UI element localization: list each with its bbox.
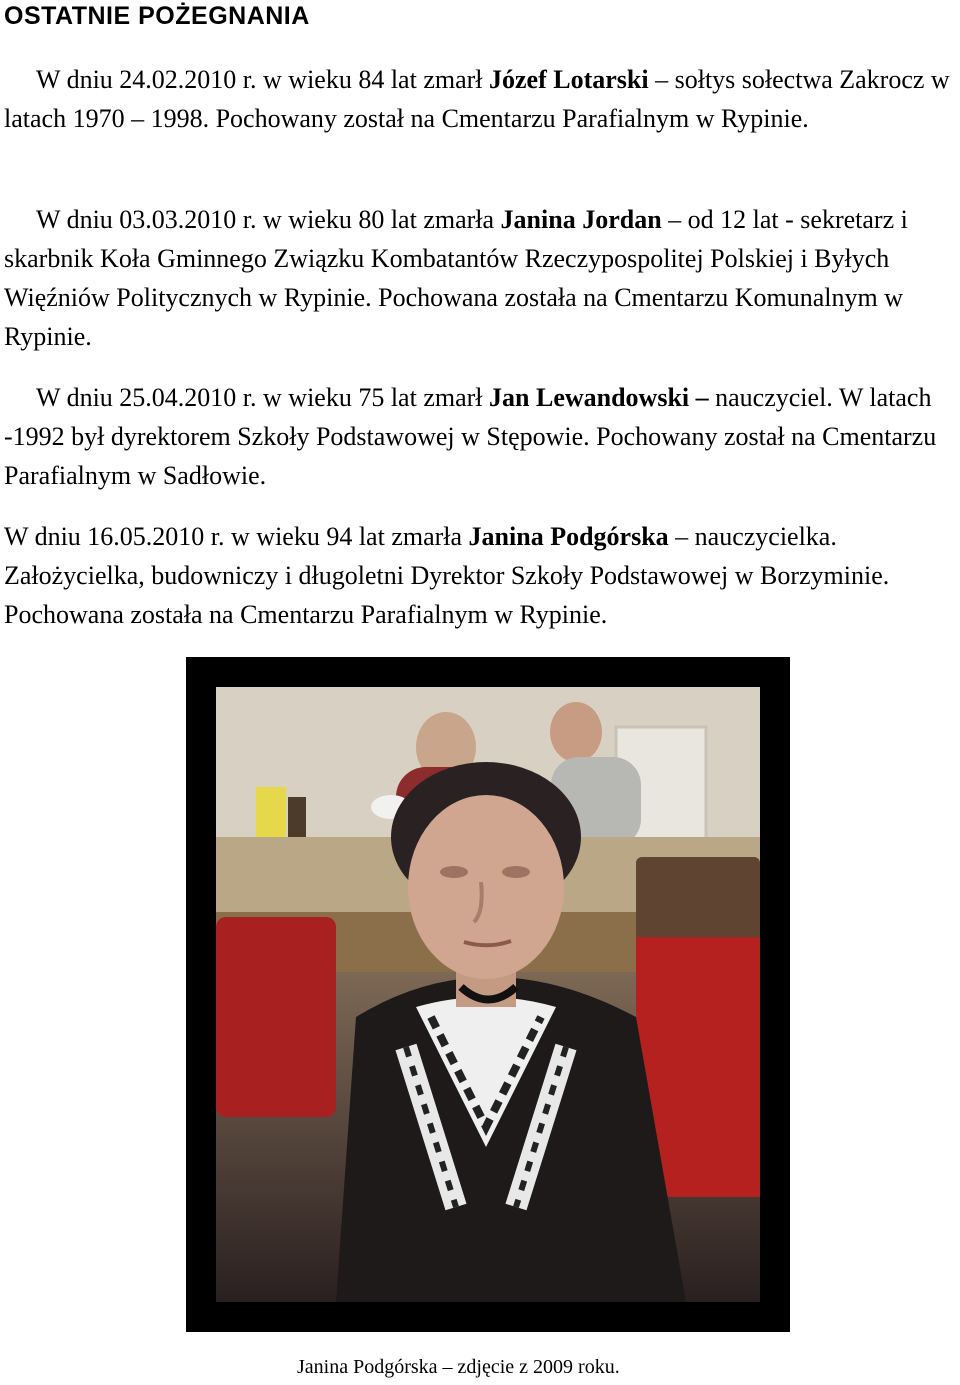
portrait-illustration [216, 687, 760, 1302]
page-title: OSTATNIE POŻEGNANIA [4, 2, 310, 30]
portrait-photo-frame [186, 657, 790, 1332]
entry-text: – nauczycielka. Założycielka, budowniczy i długoletni Dyrektor Szkoły Podstawowej w Borzyminie. Pochowana została na Cmentarzu Parafialnym w Rypinie. [4, 522, 890, 629]
portrait-photo [216, 687, 760, 1302]
obituary-entry [4, 378, 959, 495]
entry-name: Jan Lewandowski – [489, 383, 709, 412]
entry-text: – sołtys sołectwa Zakrocz w latach 1970 – 1998. Pochowany został na Cmentarzu Parafialnym w Rypinie. [4, 65, 950, 133]
entry-name: Józef Lotarski [489, 65, 649, 94]
entry-text: nauczyciel. W latach -1992 był dyrektorem Szkoły Podstawowej w Stępowie. Pochowany został na Cmentarzu Parafialnym w Sadłowie. [4, 383, 937, 490]
obituary-entry [4, 200, 959, 356]
entry-name: Janina Podgórska [468, 522, 669, 551]
obituary-entry [4, 517, 959, 634]
entry-lead: W dniu 24.02.2010 r. w wieku 84 lat zmarł [36, 65, 490, 94]
photo-caption: Janina Podgórska – zdjęcie z 2009 roku. [297, 1356, 620, 1378]
obituary-entry [4, 60, 959, 138]
entry-lead: W dniu 25.04.2010 r. w wieku 75 lat zmarł [36, 383, 490, 412]
entry-text: – od 12 lat - sekretarz i skarbnik Koła Gminnego Związku Kombatantów Rzeczypospolitej Polskiej i Byłych Więźniów Politycznych w Rypinie. Pochowana została na Cmentarzu Komunalnym w Rypinie. [4, 205, 908, 351]
entry-lead: W dniu 03.03.2010 r. w wieku 80 lat zmarła [36, 205, 501, 234]
entry-lead: W dniu 16.05.2010 r. w wieku 94 lat zmarła [4, 522, 469, 551]
entry-name: Janina Jordan [500, 205, 662, 234]
